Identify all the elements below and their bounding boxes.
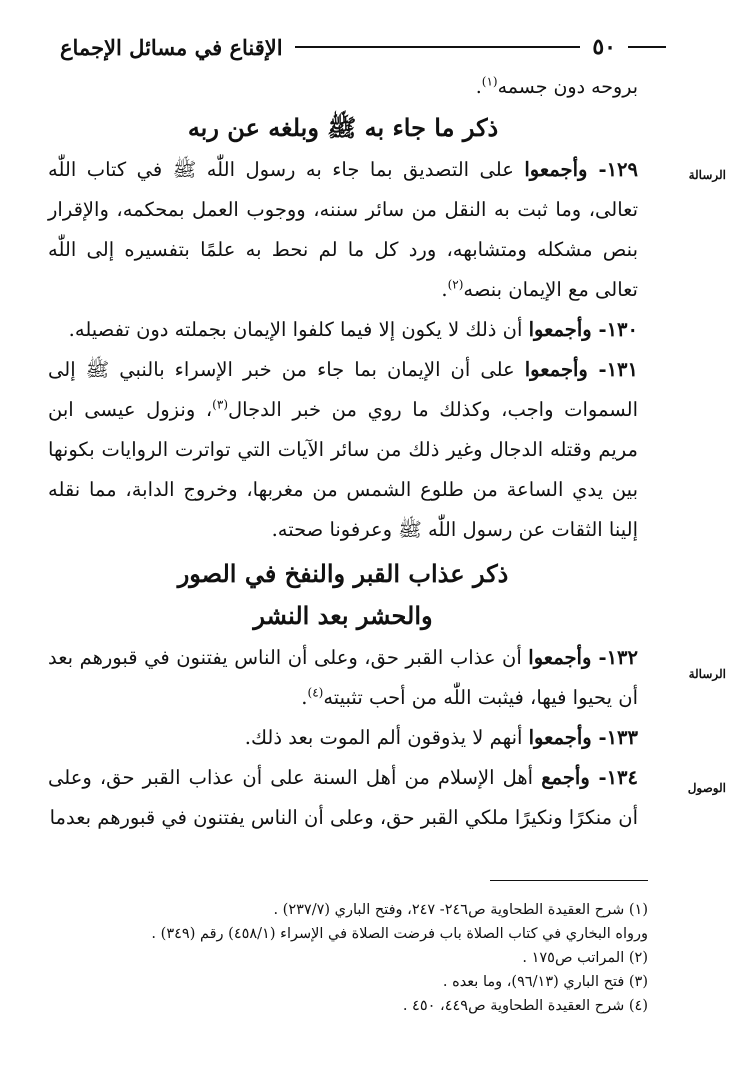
- item-number: ١٢٩-: [587, 158, 638, 181]
- footnote-ref: (١): [481, 74, 498, 89]
- keyword: وأجمعوا: [528, 646, 592, 669]
- section-heading: ذكر ما جاء به ﷺ وبلغه عن ربه: [187, 113, 499, 142]
- footnote: (٣) فتح الباري (٩٦/١٣)، وما بعده .: [442, 974, 648, 990]
- keyword: وأجمعوا: [524, 358, 588, 381]
- running-title: الإقناع في مسائل الإجماع: [60, 34, 283, 60]
- keyword: وأجمع: [541, 766, 590, 789]
- item-number: ١٣٣-: [591, 726, 638, 749]
- running-header: [60, 30, 666, 64]
- continuation-line: بروحه دون جسمه$^{(١)}$.: [475, 74, 638, 98]
- keyword: وأجمعوا: [528, 726, 592, 749]
- keyword: وأجمعوا: [524, 158, 588, 181]
- paragraph-132: ١٣٢- وأجمعوا أن عذاب القبر حق، وعلى أن الناس يفتنون في قبورهم بعد أن يحيوا فيها، فيثبت اللّٰه من أحب تثبيته$^{(٤)}$.: [48, 646, 638, 709]
- page-number: ٥٠: [592, 34, 616, 60]
- margin-label-risala: الرسالة: [688, 667, 726, 681]
- section-subheading: والحشر بعد النشر: [253, 601, 433, 630]
- margin-label-risala: الرسالة: [688, 168, 726, 182]
- paragraph-134: [48, 758, 638, 838]
- paragraph-text: على التصديق بما جاء به رسول اللّٰه ﷺ في كتاب اللّٰه تعالى، وما ثبت به النقل من سائر سننه، ووجوب العمل بمحكمه، والإقرار بنص مشكله ومتشابهه، ورد كل ما لم نحط به علمًا بتفسيره إلى اللّٰه تعالى مع الإيمان بنصه: [48, 158, 638, 301]
- continuation-text: بروحه دون جسمه: [497, 76, 638, 98]
- footnote: (٢) المراتب ص١٧٥ .: [522, 950, 648, 966]
- paragraph-text: أن ذلك لا يكون إلا فيما كلفوا الإيمان بجملته دون تفصيله.: [68, 318, 529, 341]
- header-rule: [295, 46, 581, 48]
- footnote-ref: (٤): [307, 685, 324, 700]
- keyword: وأجمعوا: [528, 318, 592, 341]
- paragraph-131: [48, 350, 638, 550]
- paragraph-133: [48, 718, 638, 758]
- item-number: ١٣٢-: [591, 646, 638, 669]
- paragraph-text: أنهم لا يذوقون ألم الموت بعد ذلك.: [244, 726, 529, 749]
- footnote: ورواه البخاري في كتاب الصلاة باب فرضت الصلاة في الإسراء (٤٥٨/١) رقم (٣٤٩) .: [151, 926, 648, 942]
- paragraph-text: أهل الإسلام من أهل السنة على أن عذاب القبر حق، وعلى أن منكرًا ونكيرًا ملكي القبر حق، وعلى أن الناس يفتنون في قبورهم بعدما: [48, 766, 638, 829]
- footnote-ref: (٢): [447, 277, 464, 292]
- footnote: (١) شرح العقيدة الطحاوية ص٢٤٦- ٢٤٧، وفتح الباري (٢٣٧/٧) .: [273, 902, 648, 918]
- paragraph-text: أن عذاب القبر حق، وعلى أن الناس يفتنون في قبورهم بعد أن يحيوا فيها، فيثبت اللّٰه من أحب تثبيته: [48, 646, 638, 709]
- paragraph-text: ، ونزول عيسى ابن مريم وقتله الدجال وغير ذلك من سائر الآيات التي تواترت الروايات بكونها بين يدي الساعة من طلوع الشمس من مغربها، وخروج الدابة، مما نقله إلينا الثقات عن رسول اللّٰه ﷺ وعرفونا صحته.: [48, 398, 638, 541]
- margin-label-wusul: الوصول: [687, 781, 726, 795]
- item-number: ١٣٠-: [591, 318, 638, 341]
- footnote-divider: [490, 880, 648, 881]
- footnotes: [78, 898, 648, 1018]
- paragraph-130: [48, 310, 638, 350]
- item-number: ١٣٤-: [589, 766, 638, 789]
- header-rule-short: [628, 46, 666, 48]
- footnote-ref: (٣): [212, 397, 228, 412]
- paragraph-129: ١٢٩- وأجمعوا على التصديق بما جاء به رسول اللّٰه ﷺ في كتاب اللّٰه تعالى، وما ثبت به النقل من سائر سننه، ووجوب العمل بمحكمه، والإقرار بنص مشكله ومتشابهه، ورد كل ما لم نحط به علمًا بتفسيره إلى اللّٰه تعالى مع الإيمان بنصه$^{(٢)}$.: [48, 158, 638, 301]
- item-number: ١٣١-: [587, 358, 638, 381]
- paragraph-text: على أن الإيمان بما جاء من خبر الإسراء بالنبي ﷺ إلى السموات واجب، وكذلك ما روي من خبر الدجال: [48, 358, 639, 421]
- section-heading: ذكر عذاب القبر والنفخ في الصور: [177, 559, 509, 588]
- footnote: (٤) شرح العقيدة الطحاوية ص٤٤٩، ٤٥٠ .: [402, 998, 648, 1014]
- main-text: [48, 68, 638, 838]
